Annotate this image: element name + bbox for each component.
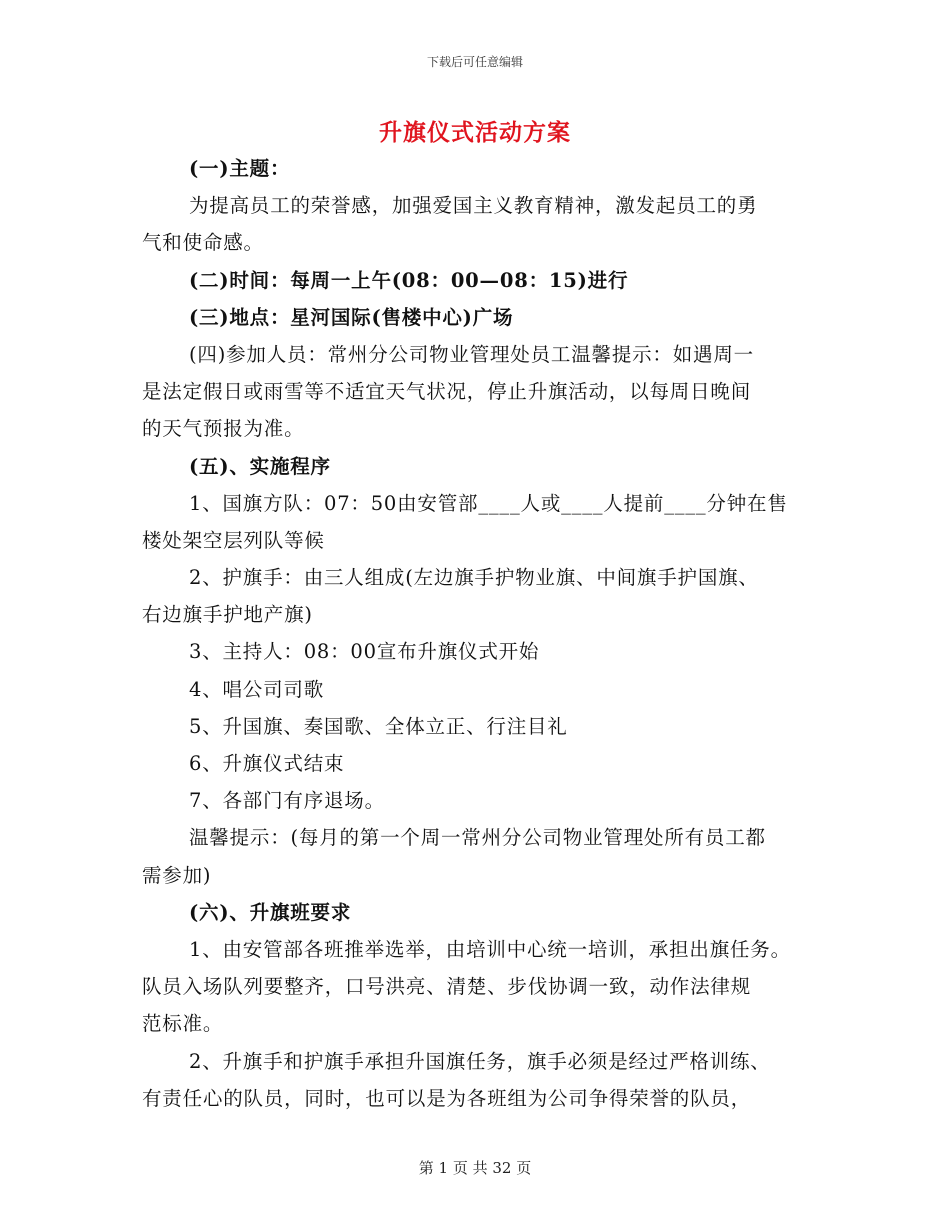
section-heading: (五)、实施程序 xyxy=(189,454,331,478)
paragraph-line: 1、国旗方队：07：50由安管部____人或____人提前____分钟在售 xyxy=(189,491,788,515)
paragraph-line: 温馨提示：(每月的第一个周一常州分公司物业管理处所有员工都 xyxy=(189,826,766,850)
paragraph-line: 5、升国旗、奏国歌、全体立正、行注目礼 xyxy=(189,714,568,738)
paragraph-line: 4、唱公司司歌 xyxy=(189,677,325,701)
paragraph-line: 的天气预报为准。 xyxy=(142,417,305,441)
paragraph-line: 1、由安管部各班推举选举，由培训中心统一培训，承担出旗任务。 xyxy=(189,937,791,961)
paragraph-line: 3、主持人：08：00宣布升旗仪式开始 xyxy=(189,640,540,664)
paragraph-line: 7、各部门有序退场。 xyxy=(189,789,385,813)
paragraph-line: 范标准。 xyxy=(142,1012,224,1036)
paragraph-line: 需参加) xyxy=(142,863,212,887)
paragraph-line: 2、升旗手和护旗手承担升国旗任务，旗手必须是经过严格训练、 xyxy=(189,1049,771,1073)
paragraph-line: 2、护旗手：由三人组成(左边旗手护物业旗、中间旗手护国旗、 xyxy=(189,566,759,590)
section-heading: (二)时间：每周一上午(08：00—08：15)进行 xyxy=(189,268,629,292)
paragraph-line: 右边旗手护地产旗) xyxy=(142,603,313,627)
document-body xyxy=(142,150,822,1117)
section-heading: (三)地点：星河国际(售楼中心)广场 xyxy=(189,305,514,329)
section-heading: (六)、升旗班要求 xyxy=(189,900,352,924)
paragraph-line: 楼处架空层列队等候 xyxy=(142,528,325,552)
section-heading: (一)主题： xyxy=(189,157,291,180)
paragraph-line: 6、升旗仪式结束 xyxy=(189,752,345,775)
paragraph-line: 气和使命感。 xyxy=(142,231,264,255)
document-title: 升旗仪式活动方案 xyxy=(379,119,571,146)
paragraph-line: 有责任心的队员，同时，也可以是为各班组为公司争得荣誉的队员， xyxy=(142,1086,752,1110)
paragraph-line: 是法定假日或雨雪等不适宜天气状况，停止升旗活动，以每周日晚间 xyxy=(142,380,752,404)
paragraph-line: (四)参加人员：常州分公司物业管理处员工温馨提示：如遇周一 xyxy=(189,342,754,366)
paragraph-line: 为提高员工的荣誉感，加强爱国主义教育精神，激发起员工的勇 xyxy=(189,194,758,218)
page-header-note: 下载后可任意编辑 xyxy=(426,55,523,69)
paragraph-line: 队员入场队列要整齐，口号洪亮、清楚、步伐协调一致，动作法律规 xyxy=(142,975,752,999)
page-footer: 第 1 页 共 32 页 xyxy=(418,1159,532,1177)
